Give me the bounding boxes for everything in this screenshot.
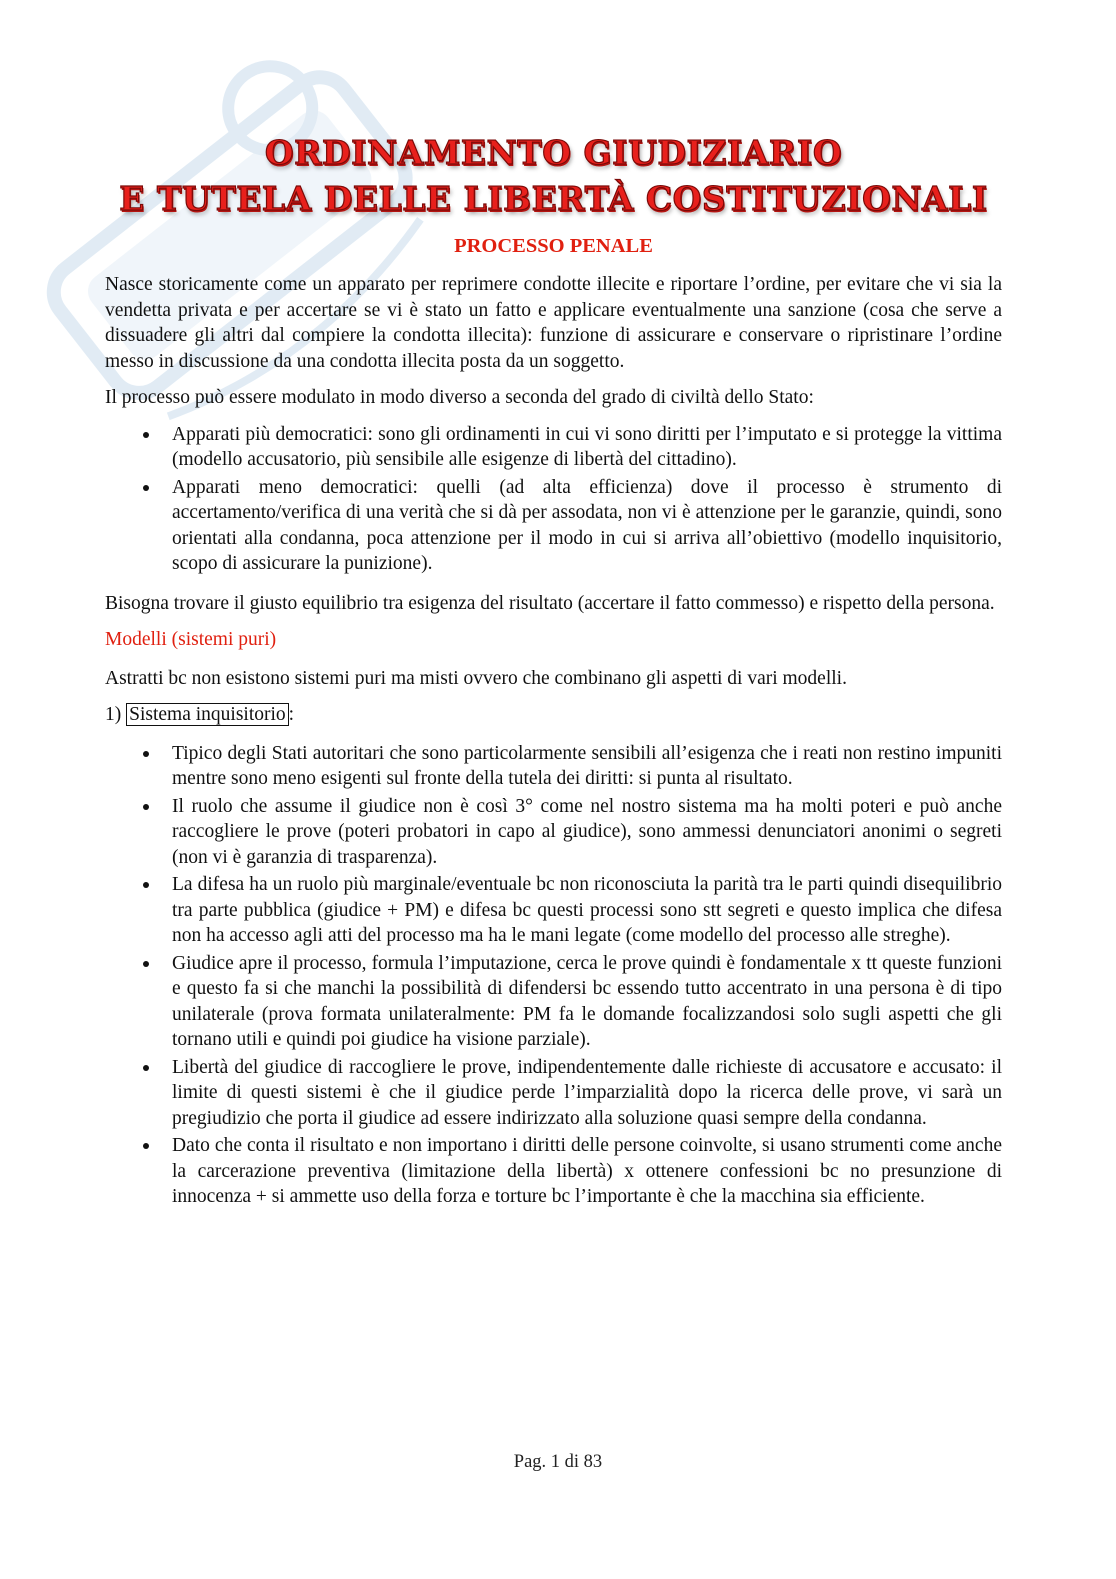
system-item	[105, 702, 1002, 728]
balance-paragraph: Bisogna trovare il giusto equilibrio tra esigenza del risultato (accertare il fatto commesso) e rispetto della persona.	[105, 592, 995, 614]
modulation-paragraph: Il processo può essere modulato in modo diverso a seconda del grado di civiltà dello Stato:	[105, 387, 814, 408]
models-heading: Modelli (sistemi puri)	[105, 629, 277, 650]
list-item: Tipico degli Stati autoritari che sono particolarmente sensibili all’esigenza che i reati non restino impuniti mentre sono meno esigenti sul fronte della tutela dei diritti: si punta al risultato.	[172, 741, 1002, 792]
intro-paragraph: Nasce storicamente come un apparato per reprimere condotte illecite e riportare l’ordine, per evitare che vi sia la vendetta privata e per accertare se vi è stato un fatto e applicare eventualmente una sanzione (cosa che serve a dissuadere gli altri dal compiere la condotta illecita): funzione di assicurare e conservare o ripristinare l’ordine messo in discussione da una condotta illecita posta da un soggetto.	[105, 274, 1002, 372]
system-number: 1)	[105, 704, 122, 725]
document-page	[105, 130, 1002, 1224]
list-item: Il ruolo che assume il giudice non è così 3° come nel nostro sistema ma ha molti poteri e può anche raccogliere le prove (poteri probatori in capo al giudice), sono ammessi denunciatori anonimi o segreti (non vi è garanzia di trasparenza).	[172, 794, 1002, 871]
apparati-list	[105, 422, 1002, 577]
models-paragraph: Astratti bc non esistono sistemi puri ma misti ovvero che combinano gli aspetti di vari modelli.	[105, 667, 847, 689]
document-title	[105, 130, 1002, 222]
system-label: Sistema inquisitorio	[126, 703, 289, 726]
list-item: Dato che conta il risultato e non importano i diritti delle persone coinvolte, si usano strumenti come anche la carcerazione preventiva (limitazione della libertà) x ottenere confessioni bc no presunzione di innocenza + si ammette uso della forza e torture bc l’importante è che la macchina sia efficiente.	[172, 1133, 1002, 1210]
section-heading: PROCESSO PENALE	[454, 235, 653, 257]
page-footer: Pag. 1 di 83	[513, 1452, 603, 1472]
title-line-1: ORDINAMENTO GIUDIZIARIO	[264, 133, 843, 172]
system-suffix: :	[288, 704, 295, 725]
list-item: Apparati più democratici: sono gli ordinamenti in cui vi sono diritti per l’imputato e si protegge la vittima (modello accusatorio, più sensibile alle esigenze di libertà del cittadino).	[172, 422, 1002, 473]
list-item: La difesa ha un ruolo più marginale/eventuale bc non riconosciuta la parità tra le parti quindi disequilibrio tra parte pubblica (giudice + PM) e difesa bc questi processi sono stt segreti e questo implica che difesa non ha accesso agli atti del processo ma ha le mani legate (come modello del processo alle streghe).	[172, 872, 1002, 949]
list-item: Libertà del giudice di raccogliere le prove, indipendentemente dalle richieste di accusatore e accusato: il limite di questi sistemi è che il giudice perde l’imparzialità dopo la ricerca delle prove, vi sarà un pregiudizio che porta il giudice ad essere indirizzato alla soluzione quasi sempre della condanna.	[172, 1055, 1002, 1132]
list-item: Apparati meno democratici: quelli (ad alta efficienza) dove il processo è strumento di accertamento/verifica di una verità che si dà per assodata, non vi è attenzione per le garanzie, quindi, sono orientati alla condanna, poca attenzione per il modo in cui si arriva all’obiettivo (modello inquisitorio, scopo di assicurare la punizione).	[172, 475, 1002, 577]
inquisitorio-list	[105, 741, 1002, 1210]
title-line-2: E TUTELA DELLE LIBERTÀ COSTITUZIONALI	[119, 179, 988, 218]
list-item: Giudice apre il processo, formula l’imputazione, cerca le prove quindi è fondamentale x tt queste funzioni e questo fa si che manchi la possibilità di difendersi bc essendo tutto accentrato in una persona è di tipo unilaterale (prova formata unilateralmente: PM fa le domande focalizzandosi solo sugli aspetti che gli tornano utili e quindi poi giudice ha visione parziale).	[172, 951, 1002, 1053]
